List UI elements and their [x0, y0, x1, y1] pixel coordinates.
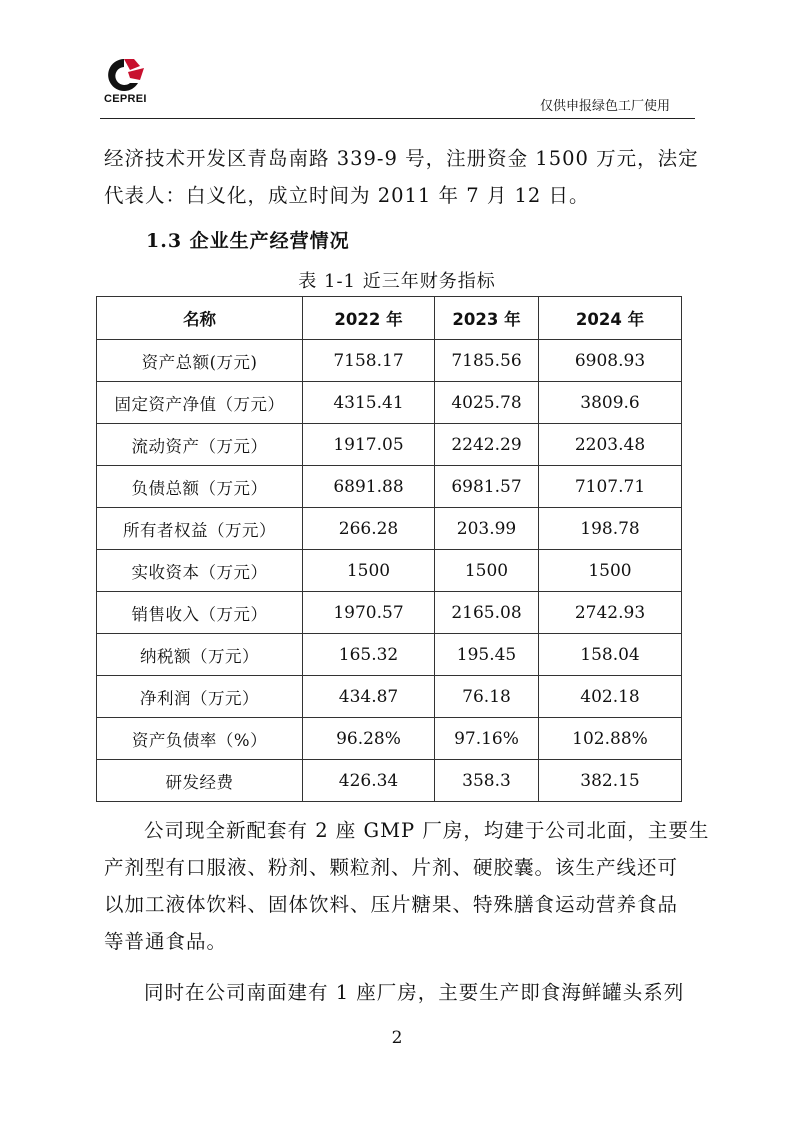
table-cell: 2242.29 — [435, 424, 539, 466]
table-row — [97, 718, 682, 760]
intro-paragraph — [104, 140, 699, 214]
intro-line: 代表人：白义化，成立时间为 2011 年 7 月 12 日。 — [104, 184, 590, 207]
table-cell: 203.99 — [435, 508, 539, 550]
row-label: 固定资产净值（万元） — [97, 382, 303, 424]
facilities-paragraph — [104, 812, 710, 960]
page-number: 2 — [391, 1028, 403, 1048]
table-cell: 158.04 — [539, 634, 682, 676]
table-row — [97, 550, 682, 592]
row-label: 研发经费 — [97, 760, 303, 802]
column-header: 名称 — [97, 297, 303, 340]
table-row — [97, 424, 682, 466]
table-row — [97, 634, 682, 676]
table-cell: 6908.93 — [539, 340, 682, 382]
page-header — [0, 0, 794, 120]
table-cell: 1970.57 — [303, 592, 435, 634]
table-cell: 165.32 — [303, 634, 435, 676]
table-row — [97, 676, 682, 718]
table-cell: 7158.17 — [303, 340, 435, 382]
row-label: 流动资产（万元） — [97, 424, 303, 466]
table-cell: 6981.57 — [435, 466, 539, 508]
table-caption: 表 1-1 近三年财务指标 — [298, 271, 496, 292]
table-header-row — [97, 297, 682, 340]
row-label: 资产总额(万元) — [97, 340, 303, 382]
row-label: 负债总额（万元） — [97, 466, 303, 508]
table-cell: 195.45 — [435, 634, 539, 676]
table-cell: 2203.48 — [539, 424, 682, 466]
header-divider — [100, 118, 695, 119]
table-row — [97, 382, 682, 424]
table-row — [97, 592, 682, 634]
table-cell: 402.18 — [539, 676, 682, 718]
table-cell: 266.28 — [303, 508, 435, 550]
table-cell: 1917.05 — [303, 424, 435, 466]
table-cell: 2165.08 — [435, 592, 539, 634]
section-title: 1.3 企业生产经营情况 — [146, 230, 350, 252]
table-cell: 1500 — [303, 550, 435, 592]
table-cell: 102.88% — [539, 718, 682, 760]
table-cell: 6891.88 — [303, 466, 435, 508]
ceprei-logo-icon — [104, 56, 156, 96]
table-cell: 4025.78 — [435, 382, 539, 424]
table-cell: 97.16% — [435, 718, 539, 760]
row-label: 销售收入（万元） — [97, 592, 303, 634]
table-cell: 96.28% — [303, 718, 435, 760]
table-cell: 198.78 — [539, 508, 682, 550]
intro-line: 经济技术开发区青岛南路 339-9 号，注册资金 1500 万元，法定 — [104, 147, 699, 170]
row-label: 所有者权益（万元） — [97, 508, 303, 550]
table-cell: 358.3 — [435, 760, 539, 802]
row-label: 实收资本（万元） — [97, 550, 303, 592]
header-note: 仅供申报绿色工厂使用 — [539, 99, 670, 114]
paragraph-line: 以加工液体饮料、固体饮料、压片糖果、特殊膳食运动营养食品 — [104, 893, 679, 916]
table-cell: 7107.71 — [539, 466, 682, 508]
row-label: 净利润（万元） — [97, 676, 303, 718]
table-cell: 1500 — [539, 550, 682, 592]
south-plant-paragraph — [104, 974, 696, 1011]
table-row — [97, 340, 682, 382]
paragraph-line: 同时在公司南面建有 1 座厂房，主要生产即食海鲜罐头系列 — [144, 981, 685, 1004]
table-cell: 2742.93 — [539, 592, 682, 634]
paragraph-line: 产剂型有口服液、粉剂、颗粒剂、片剂、硬胶囊。该生产线还可 — [104, 856, 679, 879]
column-header: 2023 年 — [435, 297, 539, 340]
paragraph-line: 公司现全新配套有 2 座 GMP 厂房，均建于公司北面，主要生 — [144, 819, 710, 842]
table-cell: 3809.6 — [539, 382, 682, 424]
table-cell: 4315.41 — [303, 382, 435, 424]
column-header: 2024 年 — [539, 297, 682, 340]
row-label: 资产负债率（%） — [97, 718, 303, 760]
table-cell: 76.18 — [435, 676, 539, 718]
table-cell: 382.15 — [539, 760, 682, 802]
table-row — [97, 466, 682, 508]
row-label: 纳税额（万元） — [97, 634, 303, 676]
paragraph-line: 等普通食品。 — [104, 930, 228, 953]
logo-text: CEPREI — [104, 93, 147, 105]
table-cell: 1500 — [435, 550, 539, 592]
table-cell: 434.87 — [303, 676, 435, 718]
table-row — [97, 508, 682, 550]
column-header: 2022 年 — [303, 297, 435, 340]
table-row — [97, 760, 682, 802]
financial-indicators-table — [96, 296, 682, 802]
table-cell: 7185.56 — [435, 340, 539, 382]
table-cell: 426.34 — [303, 760, 435, 802]
